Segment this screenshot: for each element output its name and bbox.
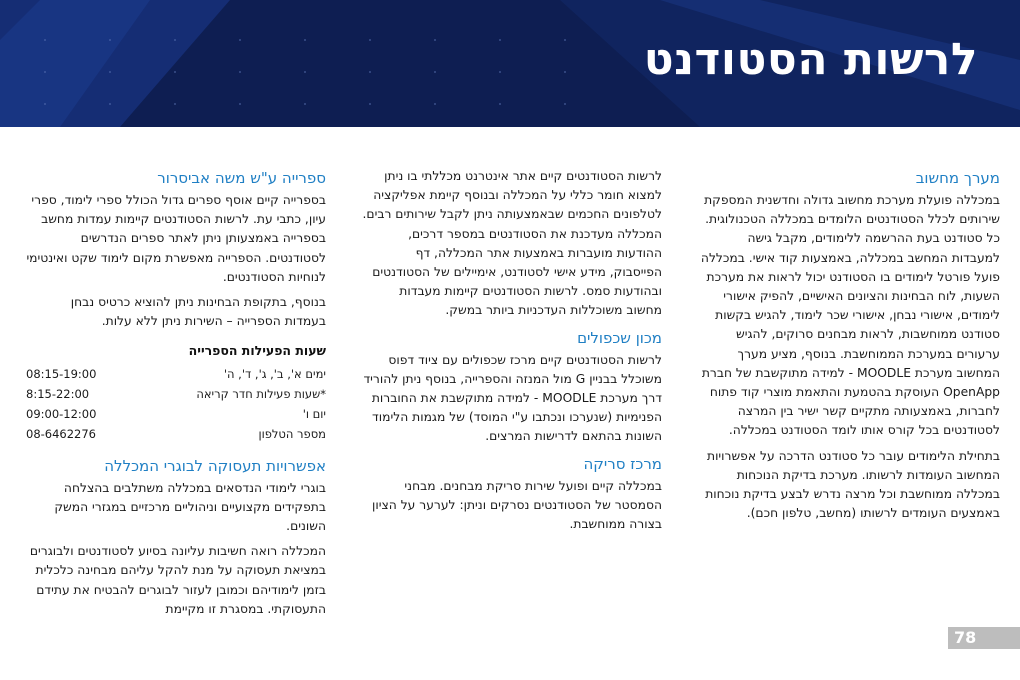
library-heading: ספרייה ע"ש משה אביסרור (157, 169, 326, 187)
copy-center-paragraph: לרשות הסטודנטים קיים מרכז שכפולים עם ציוד דפוס משוכלל בבניין G מול המנזה והספרייה, בנוסף ניתן להוריד דרך מערכת MOODLE - למידה מתוקשבת את החוברות הפנימיות (שנערכו ונכתבו ע"י המוסד) של מגמות הלימוד השונות בהתאם לדרישות המרצים. (363, 352, 662, 444)
library-hours-heading: שעות הפעילות הספרייה (188, 343, 326, 359)
left-column (26, 167, 326, 625)
hours-label: יום ו' (302, 407, 326, 422)
computer-lab-paragraph: בתחילת הלימודים עובר כל סטודנט הדרכה על אפשרויות המחשוב העומדות לרשותו. מערכת בדיקת הנוכחות במכללה ממוחשבת וכל מרצה נדרש לבצע בדיקת נוכחות באמצעים העומדים לרשותו (מחשב, טלפון חכם). (705, 448, 1000, 521)
library-hours-table (26, 365, 326, 445)
computer-lab-paragraph: במכללה פועלת מערכת מחשוב גדולה וחדשנית המספקת שירותים לכלל הסטודנטים הלומדים במכללה הטכנולוגית. כל סטודנט בעת ההרשמה ללימודים, מקבל גישה למעבדות המחשב במכללה, באמצעות קוד אישי. במכללה פועל פורטל לימודים בו הסטודנט יכול לראות את מערכת השעות, לוח הבחינות והציונים האישיים, להפיק אישורי לימודים, אישורי נבחן, אישורי שכר לימוד, להגיש בקשות סטודנט ממוחשבות, לראות מבחנים סרוקים, להגיש ערעורים במערכת הממוחשבת. בנוסף, מציע מערך המחשוב מערכת MOODLE - למידה מתוקשבת של חברת OpenApp העוסקת בהטמעת והתאמת מוצרי קוד פתוח לחברות, באמצעותה מתקיים קשר ישיר בין המרצה לסטודנטים בכל קורס אותו לומד הסטודנט במכללה. (700, 193, 1000, 438)
hours-row (26, 405, 326, 425)
employment-paragraph: בוגרי לימודי הנדסאים במכללה משתלבים בהצלחה בתפקידים מקצועיים וניהוליים מרכזיים במגזרי המשק השונים. (54, 480, 326, 534)
hours-label: ימים א', ב', ג', ד', ה' (223, 367, 326, 382)
hours-value: 08:15-19:00 (26, 367, 97, 382)
employment-paragraph: המכללה רואה חשיבות עליונה בסיוע לסטודנטים ולבוגרים במציאת תעסוקה על מנת להקל עליהם מבחינה כלכלית בזמן לימודיהם וכמובן לעזור לבוגרים להבטיח את עתידם התעסוקתי. במסגרת זו מקיימת (29, 544, 326, 616)
phone-value: 08-6462276 (26, 427, 96, 442)
library-paragraph: בנוסף, בתקופת הבחינות ניתן להוציא כרטיס נבחן בעמדות הספרייה – השירות ניתן ללא עלות. (70, 295, 326, 329)
hours-value: 09:00-12:00 (26, 407, 97, 422)
website-paragraph: לרשות הסטודנטים קיים אתר אינטרנט מכללתי בו ניתן למצוא חומר כללי על המכללה ובנוסף קיימת אפליקציה לטלפונים החכמים שבאמצעותה ניתן לקבל שירותים רבים. המכללה מעדכנת את הסטודנטים במספר דרכים, ההודעות מועברות באמצעות אתר המכללה, דף הפייסבוק, מידע אישי לסטודנט, אימיילים של הסטודנטים ובהודעות סמס. לרשות הסטודנטים קיימות מעבדות מחשוב משוכללות העדכניות ביותר במשק. (362, 169, 662, 318)
scanning-center-paragraph: במכללה קיים ופועל שירות סריקת מבחנים. מבחני הסמסטר של הסטודנטים נסרקים וניתן: לערער על הציון בצורה ממוחשבת. (372, 478, 662, 532)
copy-center-heading: מכון שכפולים (577, 328, 662, 347)
hours-row (26, 425, 326, 445)
hours-label: *שעות פעילות חדר קריאה (196, 387, 326, 402)
hours-row (26, 385, 326, 405)
phone-label: מספר הטלפון (258, 427, 326, 442)
employment-heading: אפשרויות תעסוקה לבוגרי המכללה (104, 456, 326, 475)
computer-lab-heading: מערך מחשוב (915, 169, 1000, 187)
page-title: לרשות הסטודנט (643, 34, 978, 85)
scanning-center-heading: מרכז סריקה (583, 454, 662, 473)
page-number-bar (948, 627, 1020, 649)
library-paragraph: בספרייה קיים אוסף ספרים גדול הכולל ספרי לימוד, ספרי עיון, כתבי עת. לרשות הסטודנטים קיימות עמדות מחשב בספרייה באמצעותן ניתן לאתר ספרים הנדרשים לסטודנטים. הספרייה מאפשרת מקום לימוד שקט ואינטימי לנוחיות הסטודנטים. (26, 193, 326, 284)
computer-lab-section (698, 167, 1000, 529)
middle-column (360, 167, 662, 540)
hours-row (26, 365, 326, 385)
page-number: 78 (954, 628, 977, 647)
hours-value: 8:15-22:00 (26, 387, 90, 402)
page-header (0, 0, 1020, 127)
